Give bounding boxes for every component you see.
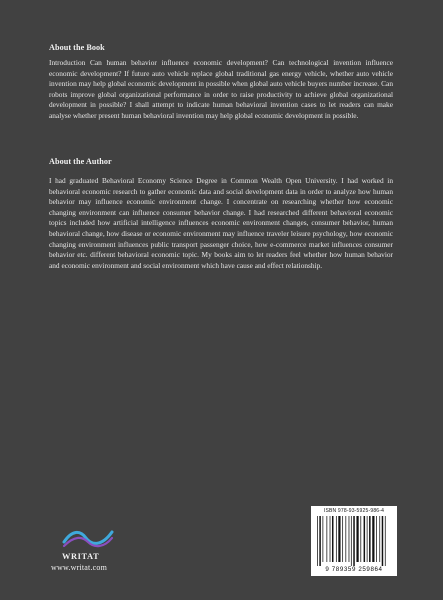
about-book-text: Introduction Can human behavior influence economic development? Can technological invention influence economic development? If future auto vehicle replace global traditional gas energy vehicle, whether auto vehicle invention may help global economic development in possible when global auto vehicle buyers number increase. Can robots improve global organizational performance in order to raise productivity to achieve global organizational development in possible? I shall attempt to indicate human behavioral invention cases to let readers can make analyse whether present human behavioral invention may help global economic development in possible. — [49, 58, 393, 120]
isbn-label: ISBN 978-93-5925-986-4 — [323, 508, 385, 514]
about-author-heading: About the Author — [49, 157, 112, 166]
barcode-icon — [316, 516, 392, 566]
barcode-digits: 9 789359 259864 — [325, 566, 383, 573]
publisher-name: WRITAT — [62, 552, 100, 561]
publisher-url: www.writat.com — [51, 563, 108, 572]
about-author-text: I had graduated Behavioral Economy Science Degree in Common Wealth Open University. I had worked in behavioral economic research to gather economic data and social development data in order to analyze how human behavior may influence economic environment change. I concentrate on researching whether how economic changing environment can influence consumer behavior change. I had researched different behavioral economic topics included how artificial intelligence influences economic environment changes, consumer behavior, human behavioral change, how disease or economic environment may influence traveler leisure psychology, how economic changing environment influences public transport passenger choice, how e-commerce market influences consumer behavior etc. different behavioral economic topic. My books aim to let readers feel whether how human behavior and economic environment and social environment which have cause and effect relationship. — [49, 176, 393, 270]
about-book-heading: About the Book — [49, 43, 105, 52]
publisher-logo — [44, 524, 134, 574]
writat-wave-logo-icon — [62, 524, 114, 552]
isbn-barcode — [311, 506, 397, 576]
